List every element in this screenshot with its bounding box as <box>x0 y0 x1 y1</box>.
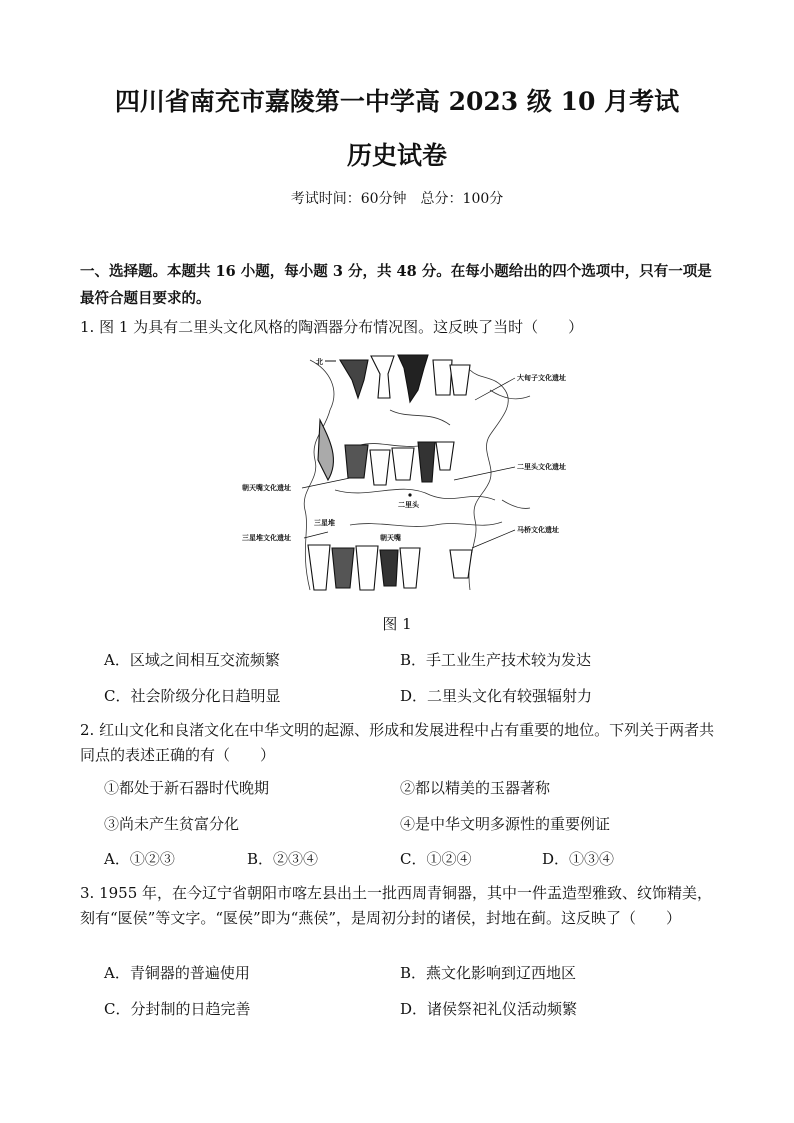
question-1-stem: 1. 图 1 为具有二里头文化风格的陶酒器分布情况图。这反映了当时（ ） <box>80 318 584 336</box>
q1-option-d[interactable]: D．二里头文化有较强辐射力 <box>400 687 593 705</box>
exam-info: 考试时间：60分钟 总分：100分 <box>290 191 504 207</box>
label-erlitou: 二里头 <box>398 501 419 509</box>
q1-option-a[interactable]: A．区域之间相互交流频繁 <box>104 651 280 669</box>
pottery-vessels-central-icon <box>318 420 454 485</box>
question-3-stem: 3. 1955 年，在今辽宁省朝阳市喀左县出土一批西周青铜器，其中一件盂造型雅致、纹饰精美，刻有“匽侯”等文字。“匽侯”即为“燕侯”，是周初分封的诸侯，封地在蓟。这反映了（ ） <box>80 884 713 927</box>
q2-option-d[interactable]: D．①③④ <box>542 850 615 868</box>
question-2-stem: 2. 红山文化和良渚文化在中华文明的起源、形成和发展进程中占有重要的地位。下列关于两者共同点的表述正确的有（ ） <box>80 721 715 764</box>
exam-title: 四川省南充市嘉陵第一中学高 2023 级 10 月考试 <box>114 87 680 116</box>
q1-option-c[interactable]: C．社会阶级分化日趋明显 <box>104 687 281 705</box>
label-chaotianzui-short: 朝天嘴 <box>380 534 401 542</box>
label-sanxingdui-site: 三星堆文化遗址 <box>242 534 291 542</box>
pottery-vessels-north-icon <box>340 355 470 402</box>
pottery-vessels-southwest-icon <box>308 545 472 590</box>
section-heading: 一、选择题。本题共 16 小题，每小题 3 分，共 48 分。在每小题给出的四个选项中，只有一项是最符合题目要求的。 <box>80 263 712 307</box>
q2-item-2: ②都以精美的玉器著称 <box>400 779 551 797</box>
q2-option-a[interactable]: A．①②③ <box>104 850 175 868</box>
exam-subject-title: 历史试卷 <box>346 141 447 170</box>
label-sanxingdui: 三星堆 <box>314 519 335 527</box>
q3-option-c[interactable]: C．分封制的日趋完善 <box>104 1000 251 1018</box>
label-chaotianzui-site: 朝天嘴文化遗址 <box>242 484 291 492</box>
q3-option-a[interactable]: A．青铜器的普遍使用 <box>104 964 250 982</box>
q2-item-4: ④是中华文明多源性的重要例证 <box>400 815 611 833</box>
label-erlitou-site: 二里头文化遗址 <box>517 463 566 471</box>
north-label: 北 <box>316 358 323 366</box>
q2-item-3: ③尚未产生贫富分化 <box>104 815 240 833</box>
q2-item-1: ①都处于新石器时代晚期 <box>104 779 270 797</box>
q1-option-b[interactable]: B．手工业生产技术较为发达 <box>400 651 592 669</box>
q3-option-d[interactable]: D．诸侯祭祀礼仪活动频繁 <box>400 1000 578 1018</box>
label-dadianzi: 大甸子文化遗址 <box>517 374 566 382</box>
figure-1-caption: 图 1 <box>382 615 412 633</box>
q2-option-b[interactable]: B．②③④ <box>247 850 319 868</box>
q2-option-c[interactable]: C．①②④ <box>400 850 472 868</box>
q3-option-b[interactable]: B．燕文化影响到辽西地区 <box>400 964 577 982</box>
figure-1-map <box>240 350 585 600</box>
pottery-distribution-map <box>240 350 585 600</box>
label-maqiao: 马桥文化遗址 <box>517 526 559 534</box>
